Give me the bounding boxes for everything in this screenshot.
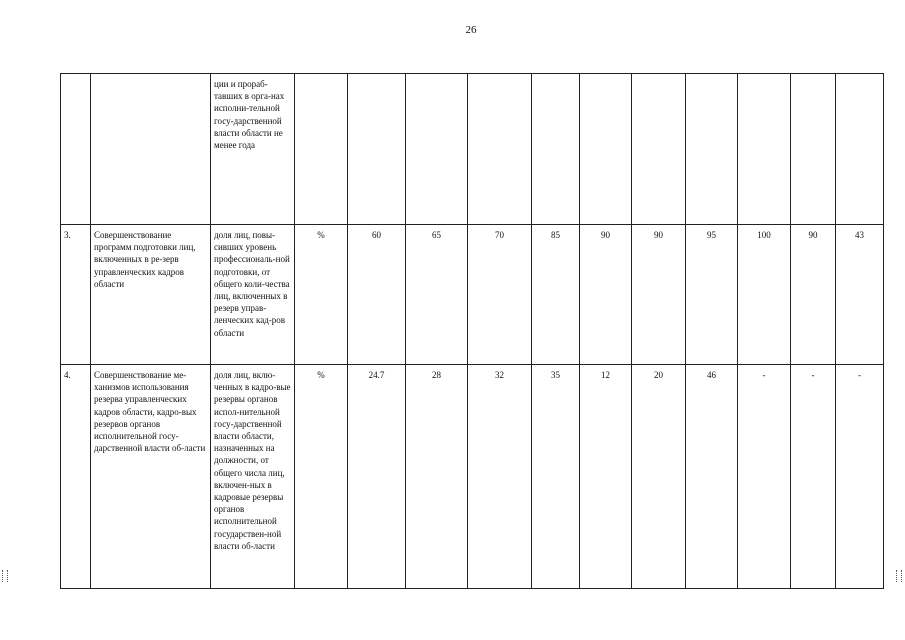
indicator-table [60, 73, 884, 589]
value-cell [632, 74, 686, 225]
right-edge-mark [896, 570, 902, 582]
row-number-cell [61, 74, 91, 225]
unit-cell: % [295, 365, 348, 589]
value-cell: 32 [468, 365, 532, 589]
page-number: 26 [465, 24, 477, 36]
value-cell: 100 [738, 225, 791, 365]
left-edge-mark [2, 570, 8, 582]
value-cell: 35 [532, 365, 580, 589]
activity-cell: Совершенствование ме-ханизмов использования резерва управленческих кадров области, кадро-вых резервов органов исполнительной госу-дарственной власти об-ласти [91, 365, 211, 589]
value-cell [836, 74, 884, 225]
table-row [61, 365, 884, 589]
value-cell: 20 [632, 365, 686, 589]
value-cell: 43 [836, 225, 884, 365]
value-cell: 95 [686, 225, 738, 365]
value-cell: 12 [580, 365, 632, 589]
value-cell [686, 74, 738, 225]
value-cell: - [791, 365, 836, 589]
row-number-cell: 4. [61, 365, 91, 589]
indicator-cell: ции и прораб-тавших в орга-нах исполни-тельной госу-дарственной власти области не менее года [211, 74, 295, 225]
value-cell [532, 74, 580, 225]
value-cell: 65 [406, 225, 468, 365]
indicator-cell: доля лиц, повы-сивших уровень профессиональ-ной подготовки, от общего коли-чества лиц, включенных в резерв управ-ленческих кад-ров области [211, 225, 295, 365]
value-cell: - [738, 365, 791, 589]
value-cell: 90 [632, 225, 686, 365]
value-cell [468, 74, 532, 225]
value-cell [791, 74, 836, 225]
value-cell: 85 [532, 225, 580, 365]
activity-cell [91, 74, 211, 225]
value-cell [406, 74, 468, 225]
table-row [61, 74, 884, 225]
value-cell: 24.7 [348, 365, 406, 589]
row-number-cell: 3. [61, 225, 91, 365]
value-cell: 90 [791, 225, 836, 365]
value-cell [580, 74, 632, 225]
value-cell: 46 [686, 365, 738, 589]
value-cell [348, 74, 406, 225]
value-cell: - [836, 365, 884, 589]
indicator-cell: доля лиц, вклю-ченных в кадро-вые резервы органов испол-нительной госу-дарственной власти области, назначенных на должности, от общего числа лиц, включен-ных в кадровые резервы органов исполнительной государствен-ной власти об-ласти [211, 365, 295, 589]
table-row [61, 225, 884, 365]
value-cell: 60 [348, 225, 406, 365]
value-cell [738, 74, 791, 225]
activity-cell: Совершенствование программ подготовки лиц, включенных в ре-зерв управленческих кадров области [91, 225, 211, 365]
unit-cell: % [295, 225, 348, 365]
unit-cell [295, 74, 348, 225]
value-cell: 70 [468, 225, 532, 365]
value-cell: 28 [406, 365, 468, 589]
value-cell: 90 [580, 225, 632, 365]
